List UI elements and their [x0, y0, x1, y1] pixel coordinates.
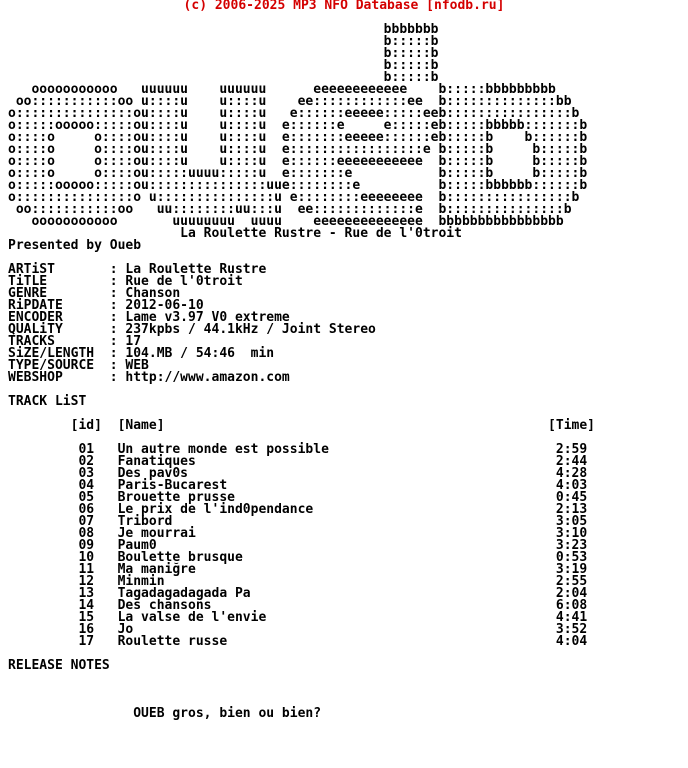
- nfo-line: [id] [Name] [Time]: [8, 418, 595, 433]
- nfo-line: [8, 384, 684, 396]
- nfo-line: b:::::b: [8, 46, 439, 61]
- nfo-line: TRACK LiST: [8, 394, 87, 409]
- nfo-line: 12 Minmin 2:55: [8, 574, 588, 589]
- nfo-line: 05 Brouette prusse 0:45: [8, 490, 588, 505]
- nfo-line: b:::::b: [8, 70, 439, 85]
- nfo-line: 04 Paris-Bucarest 4:03: [8, 478, 588, 493]
- nfo-line: 13 Tagadagadagada Pa 2:04: [8, 586, 588, 601]
- nfo-line: o::::o o::::ou::::u u::::u e:::::::::::::::::e b:::::b b:::::b: [8, 142, 588, 157]
- nfo-line: 07 Tribord 3:05: [8, 514, 588, 529]
- nfo-line: 06 Le prix de l'ind0pendance 2:13: [8, 502, 588, 517]
- nfo-line: [8, 684, 684, 696]
- nfo-line: Presented by Oueb: [8, 238, 142, 253]
- nfo-line: ooooooooooo uuuuuu uuuuuu eeeeeeeeeeee b:::::bbbbbbbbb: [8, 82, 556, 97]
- site-credit-header: (c) 2006-2025 MP3 NFO Database [nfodb.ru]: [183, 0, 505, 13]
- nfo-line: ooooooooooo uuuuuuuu uuuu eeeeeeeeeeeeee bbbbbbbbbbbbbbbb: [8, 214, 564, 229]
- nfo-line: 15 La valse de l'envie 4:41: [8, 610, 588, 625]
- nfo-line: bbbbbbb: [8, 22, 439, 37]
- nfo-line: o::::o o::::ou::::u u::::u e::::::eeeeeeeeeee b:::::b b:::::b: [8, 154, 588, 169]
- nfo-line: o::::o o::::ou::::u u::::u e:::::::eeeee::::::eb:::::b b::::::b: [8, 130, 588, 145]
- nfo-line: 08 Je mourrai 3:10: [8, 526, 588, 541]
- nfo-line: b:::::b: [8, 34, 439, 49]
- nfo-line: o:::::ooooo:::::ou:::::::::::::::uue::::::::e b:::::bbbbbb::::::b: [8, 178, 588, 193]
- nfo-line: o:::::::::::::::o u:::::::::::::::u e::::::::eeeeeeee b::::::::::::::::b: [8, 190, 580, 205]
- nfo-line: GENRE : Chanson: [8, 286, 181, 301]
- nfo-line: o::::o o::::ou:::::uuuu:::::u e:::::::e b:::::b b:::::b: [8, 166, 588, 181]
- nfo-line: o:::::ooooo:::::ou::::u u::::u e::::::e e:::::eb:::::bbbbb:::::::b: [8, 118, 588, 133]
- nfo-line: 09 Paum0 3:23: [8, 538, 588, 553]
- nfo-line: 03 Des pav0s 4:28: [8, 466, 588, 481]
- nfo-line: La Roulette Rustre - Rue de l'0troit: [8, 226, 462, 241]
- nfo-line: TYPE/SOURCE : WEB: [8, 358, 149, 373]
- nfo-line: 14 Des chansons 6:08: [8, 598, 588, 613]
- nfo-line: 02 Fanatiques 2:44: [8, 454, 588, 469]
- nfo-line: 16 Jo 3:52: [8, 622, 588, 637]
- nfo-document: [8, 24, 684, 720]
- nfo-line: 11 Ma maniğre 3:19: [8, 562, 588, 577]
- nfo-line: TiTLE : Rue de l'0troit: [8, 274, 243, 289]
- nfo-line: o:::::::::::::::ou::::u u::::u e::::::eeeee:::::eeb::::::::::::::::b: [8, 106, 580, 121]
- nfo-line: QUALiTY : 237kpbs / 44.1kHz / Joint Stereo: [8, 322, 376, 337]
- nfo-line: RiPDATE : 2012-06-10: [8, 298, 204, 313]
- nfo-line: SiZE/LENGTH : 104.MB / 54:46 min: [8, 346, 275, 361]
- nfo-line: OUEB gros, bien ou bien?: [8, 706, 322, 721]
- nfo-line: ENCODER : Lame v3.97 V0 extreme: [8, 310, 290, 325]
- nfo-line: TRACKS : 17: [8, 334, 142, 349]
- nfo-line: [8, 672, 684, 684]
- nfo-line: 10 Boulette brusque 0:53: [8, 550, 588, 565]
- nfo-line: RELEASE NOTES: [8, 658, 110, 673]
- nfo-line: 17 Roulette russe 4:04: [8, 634, 588, 649]
- nfo-line: WEBSHOP : http://www.amazon.com: [8, 370, 290, 385]
- nfo-line: oo:::::::::::oo uu::::::::uu:::u ee:::::::::::::e b:::::::::::::::b: [8, 202, 572, 217]
- nfo-line: b:::::b: [8, 58, 439, 73]
- nfo-line: 01 Un autre monde est possible 2:59: [8, 442, 588, 457]
- nfo-line: oo:::::::::::oo u::::u u::::u ee::::::::::::ee b::::::::::::::bb: [8, 94, 572, 109]
- nfo-line: ARTiST : La Roulette Rustre: [8, 262, 267, 277]
